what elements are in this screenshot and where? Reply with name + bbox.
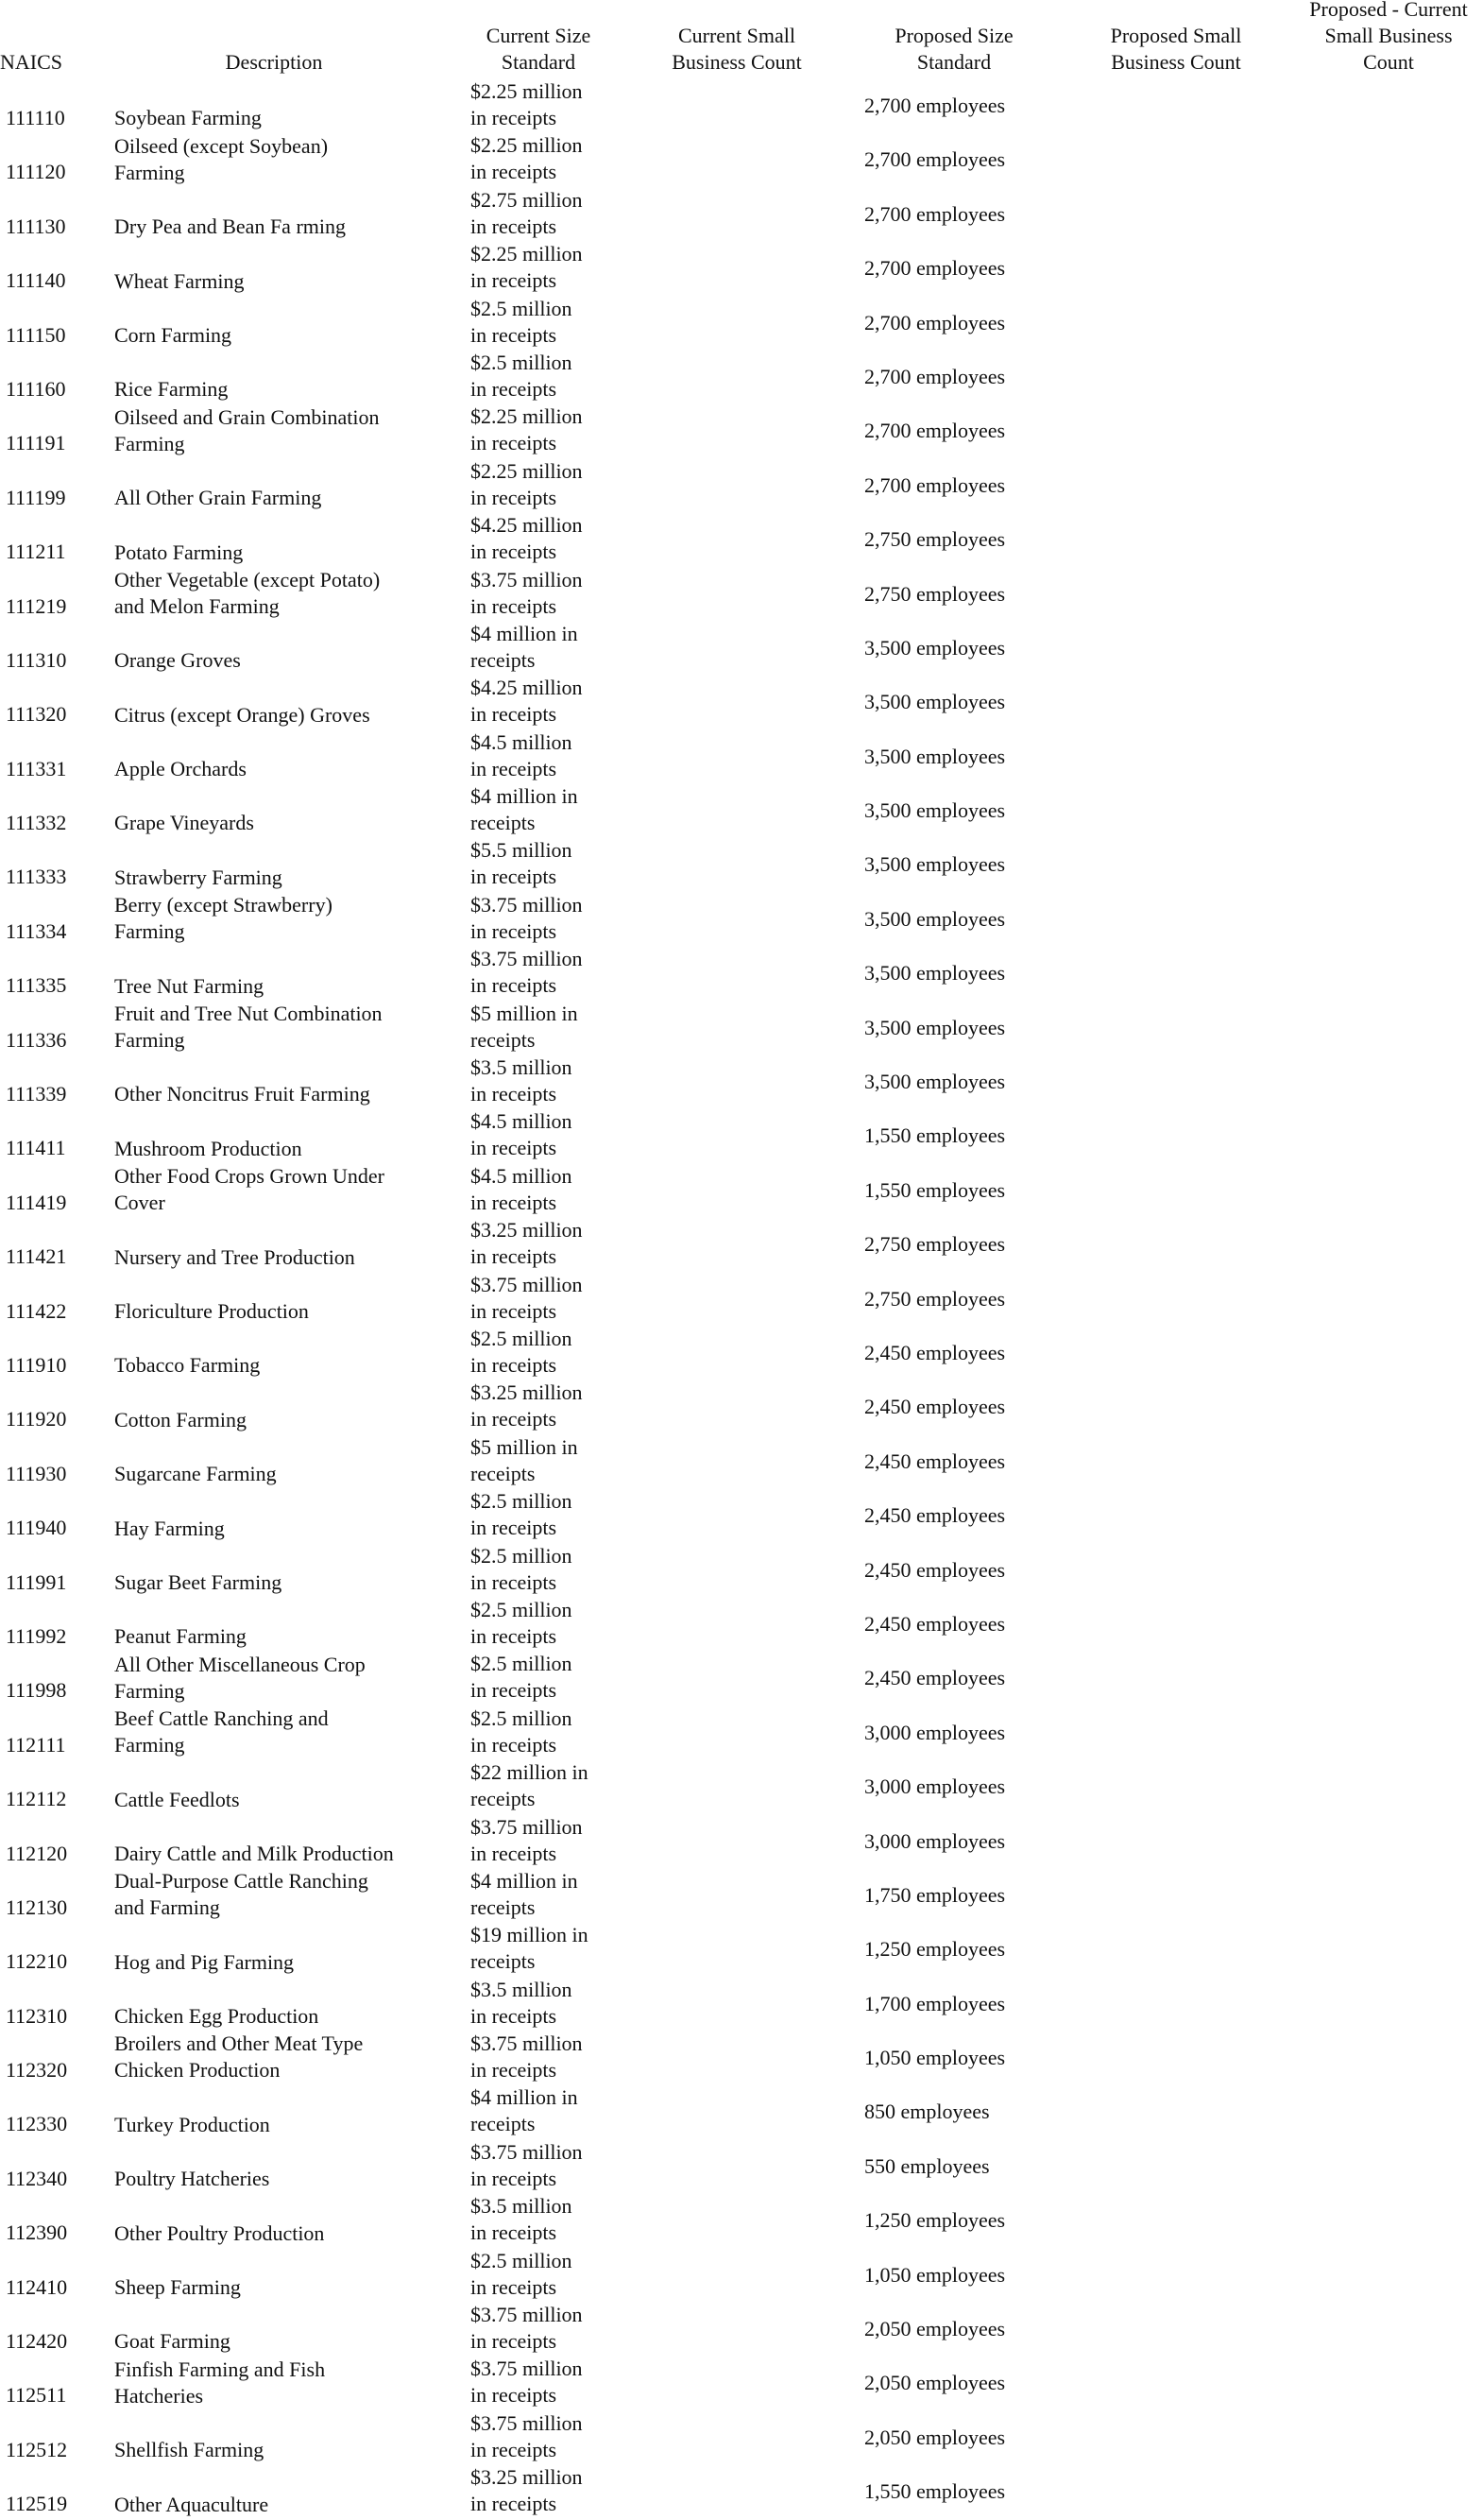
industry-description: Wheat Farming	[114, 268, 245, 293]
current-size-standard: $4.5 million in receipts	[470, 729, 572, 780]
naics-code: 111130	[6, 214, 66, 238]
proposed-size-standard: 2,700 employees	[864, 201, 1006, 226]
proposed-size-standard: 550 employees	[864, 2153, 990, 2178]
table-row	[0, 186, 1483, 240]
current-size-standard: $2.75 million in receipts	[470, 187, 583, 238]
table-row	[0, 511, 1483, 565]
naics-code: 111320	[6, 702, 67, 727]
proposed-size-standard: 2,700 employees	[864, 419, 1006, 443]
proposed-size-standard: 1,250 employees	[864, 1937, 1006, 1962]
industry-description: Beef Cattle Ranching and Farming	[114, 1706, 329, 1757]
proposed-size-standard: 2,050 employees	[864, 2425, 1006, 2449]
industry-description: All Other Miscellaneous Crop Farming	[114, 1652, 366, 1703]
table-row	[0, 729, 1483, 782]
industry-description: Tree Nut Farming	[114, 973, 264, 998]
industry-description: Other Poultry Production	[114, 2220, 325, 2245]
table-row	[0, 2247, 1483, 2301]
proposed-size-standard: 1,550 employees	[864, 2479, 1006, 2504]
header-naics: NAICS	[0, 50, 63, 74]
table-row	[0, 1379, 1483, 1432]
table-row	[0, 945, 1483, 999]
industry-description: Fruit and Tree Nut Combination Farming	[114, 1002, 383, 1053]
table-row	[0, 1758, 1483, 1812]
industry-description: Potato Farming	[114, 540, 244, 564]
naics-code: 112519	[6, 2492, 68, 2516]
industry-description: Other Aquaculture	[114, 2492, 269, 2516]
industry-description: Dry Pea and Bean Fa rming	[114, 214, 346, 239]
industry-description: Oilseed (except Soybean) Farming	[114, 133, 329, 184]
proposed-size-standard: 3,500 employees	[864, 1070, 1006, 1094]
proposed-size-standard: 2,700 employees	[864, 256, 1006, 281]
current-size-standard: $3.75 million in receipts	[470, 2410, 583, 2461]
naics-code: 111336	[6, 1027, 67, 1052]
table-row	[0, 2409, 1483, 2463]
proposed-size-standard: 1,700 employees	[864, 1991, 1006, 2015]
proposed-size-standard: 1,550 employees	[864, 1123, 1006, 1148]
naics-code: 111150	[6, 322, 66, 347]
current-size-standard: $19 million in receipts	[470, 1923, 588, 1974]
table-row	[0, 403, 1483, 456]
table-row	[0, 1325, 1483, 1379]
proposed-size-standard: 3,000 employees	[864, 1720, 1006, 1744]
table-row	[0, 674, 1483, 728]
naics-code: 112330	[6, 2112, 68, 2136]
proposed-size-standard: 3,500 employees	[864, 690, 1006, 714]
industry-description: Other Vegetable (except Potato) and Melon Farming	[114, 567, 381, 618]
current-size-standard: $4 million in receipts	[470, 784, 578, 835]
proposed-size-standard: 1,050 employees	[864, 2046, 1006, 2070]
naics-code: 111333	[6, 865, 67, 889]
industry-description: Finfish Farming and Fish Hatcheries	[114, 2357, 326, 2408]
table-row	[0, 77, 1483, 131]
current-size-standard: $2.5 million in receipts	[470, 296, 572, 347]
proposed-size-standard: 2,750 employees	[864, 1232, 1006, 1257]
naics-code: 111991	[6, 1569, 67, 1594]
proposed-size-standard: 2,750 employees	[864, 527, 1006, 552]
naics-code: 111940	[6, 1516, 67, 1540]
table-row	[0, 1487, 1483, 1541]
naics-code: 112111	[6, 1732, 66, 1757]
industry-description: Poultry Hatcheries	[114, 2167, 270, 2191]
current-size-standard: $2.25 million in receipts	[470, 242, 583, 293]
proposed-size-standard: 2,750 employees	[864, 1286, 1006, 1311]
current-size-standard: $3.25 million in receipts	[470, 2465, 583, 2516]
naics-code: 112120	[6, 1841, 68, 1865]
proposed-size-standard: 3,500 employees	[864, 798, 1006, 823]
table-row	[0, 1867, 1483, 1921]
naics-code: 111211	[6, 540, 66, 564]
current-size-standard: $5 million in receipts	[470, 1434, 578, 1485]
proposed-size-standard: 1,750 employees	[864, 1882, 1006, 1907]
industry-description: Cattle Feedlots	[114, 1787, 240, 1811]
naics-code: 112210	[6, 1949, 68, 1974]
industry-description: Hog and Pig Farming	[114, 1949, 295, 1974]
naics-code: 112512	[6, 2437, 68, 2461]
naics-code: 111334	[6, 918, 67, 943]
table-row	[0, 2083, 1483, 2137]
table-row	[0, 1976, 1483, 2030]
naics-code: 111160	[6, 376, 66, 401]
naics-code: 112390	[6, 2220, 68, 2245]
naics-code: 112511	[6, 2383, 67, 2408]
industry-description: Oilseed and Grain Combination Farming	[114, 404, 380, 455]
current-size-standard: $3.75 million in receipts	[470, 567, 583, 618]
current-size-standard: $5.5 million in receipts	[470, 838, 572, 889]
industry-description: Nursery and Tree Production	[114, 1244, 355, 1269]
current-size-standard: $2.5 million in receipts	[470, 1326, 572, 1377]
current-size-standard: $3.5 million in receipts	[470, 1977, 572, 2028]
table-row	[0, 620, 1483, 674]
table-row	[0, 1000, 1483, 1054]
current-size-standard: $3.75 million in receipts	[470, 2139, 583, 2190]
proposed-size-standard: 2,450 employees	[864, 1666, 1006, 1690]
proposed-size-standard: 3,500 employees	[864, 1015, 1006, 1039]
table-row	[0, 1107, 1483, 1161]
naics-code: 111411	[6, 1136, 66, 1160]
industry-description: Chicken Egg Production	[114, 2004, 319, 2029]
industry-description: All Other Grain Farming	[114, 486, 322, 510]
industry-description: Rice Farming	[114, 377, 229, 402]
proposed-size-standard: 1,050 employees	[864, 2262, 1006, 2287]
industry-description: Grape Vineyards	[114, 811, 254, 835]
current-size-standard: $5 million in receipts	[470, 1001, 578, 1052]
proposed-size-standard: 3,500 employees	[864, 852, 1006, 877]
industry-description: Sugar Beet Farming	[114, 1569, 282, 1594]
table-row	[0, 1054, 1483, 1107]
industry-description: Corn Farming	[114, 322, 232, 347]
industry-description: Shellfish Farming	[114, 2438, 264, 2462]
table-row	[0, 2138, 1483, 2192]
proposed-size-standard: 2,050 employees	[864, 2317, 1006, 2341]
table-row	[0, 2463, 1483, 2517]
current-size-standard: $2.25 million in receipts	[470, 404, 583, 455]
table-row	[0, 1433, 1483, 1487]
table-row	[0, 1216, 1483, 1270]
industry-description: Berry (except Strawberry) Farming	[114, 893, 332, 944]
header-current-size-standard: Current Size Standard	[486, 24, 591, 74]
industry-description: Other Food Crops Grown Under Cover	[114, 1164, 384, 1215]
industry-description: Mushroom Production	[114, 1136, 302, 1160]
current-size-standard: $2.5 million in receipts	[470, 2248, 572, 2299]
table-row	[0, 131, 1483, 185]
table-row	[0, 1921, 1483, 1975]
naics-code: 112410	[6, 2274, 68, 2299]
naics-code: 112112	[6, 1787, 67, 1811]
current-size-standard: $2.5 million in receipts	[470, 1597, 572, 1648]
proposed-size-standard: 1,550 employees	[864, 1177, 1006, 1202]
proposed-size-standard: 3,500 employees	[864, 906, 1006, 931]
proposed-size-standard: 2,700 employees	[864, 147, 1006, 172]
current-size-standard: $2.25 million in receipts	[470, 133, 583, 184]
industry-description: Tobacco Farming	[114, 1353, 261, 1378]
industry-description: Cotton Farming	[114, 1407, 247, 1431]
industry-description: Floriculture Production	[114, 1298, 309, 1323]
table-row	[0, 1813, 1483, 1867]
industry-description: Turkey Production	[114, 2112, 270, 2136]
naics-code: 111140	[6, 268, 66, 293]
naics-code: 111335	[6, 973, 67, 998]
proposed-size-standard: 2,450 employees	[864, 1503, 1006, 1528]
industry-description: Apple Orchards	[114, 757, 247, 781]
industry-description: Citrus (except Orange) Groves	[114, 702, 370, 727]
naics-code: 111930	[6, 1461, 67, 1485]
table-row	[0, 1162, 1483, 1216]
header-description: Description	[225, 50, 323, 74]
proposed-size-standard: 850 employees	[864, 2100, 990, 2124]
table-row	[0, 891, 1483, 945]
proposed-size-standard: 2,700 employees	[864, 364, 1006, 388]
current-size-standard: $3.75 million in receipts	[470, 892, 583, 943]
current-size-standard: $3.75 million in receipts	[470, 2303, 583, 2354]
header-proposed-size-standard: Proposed Size Standard	[895, 24, 1014, 74]
naics-code: 111332	[6, 811, 67, 835]
naics-code: 112320	[6, 2058, 68, 2083]
industry-description: Strawberry Farming	[114, 865, 282, 889]
current-size-standard: $3.75 million in receipts	[470, 947, 583, 998]
industry-description: Broilers and Other Meat Type Chicken Production	[114, 2031, 364, 2083]
current-size-standard: $2.25 million in receipts	[470, 79, 583, 129]
proposed-size-standard: 2,750 employees	[864, 581, 1006, 606]
current-size-standard: $2.5 million in receipts	[470, 1489, 572, 1540]
current-size-standard: $2.25 million in receipts	[470, 458, 583, 509]
proposed-size-standard: 2,700 employees	[864, 472, 1006, 497]
industry-description: Hay Farming	[114, 1516, 225, 1540]
header-proposed-minus-current: Proposed - Current Small Business Count	[1309, 0, 1468, 74]
proposed-size-standard: 2,450 employees	[864, 1395, 1006, 1419]
naics-code: 111998	[6, 1678, 67, 1703]
table-row	[0, 2192, 1483, 2246]
proposed-size-standard: 3,500 employees	[864, 635, 1006, 660]
current-size-standard: $4.5 million in receipts	[470, 1109, 572, 1160]
current-size-standard: $3.25 million in receipts	[470, 1380, 583, 1431]
industry-description: Other Noncitrus Fruit Farming	[114, 1082, 370, 1106]
table-row	[0, 1596, 1483, 1650]
table-row	[0, 1271, 1483, 1325]
proposed-size-standard: 2,450 employees	[864, 1611, 1006, 1636]
current-size-standard: $2.5 million in receipts	[470, 1706, 572, 1757]
proposed-size-standard: 2,450 employees	[864, 1557, 1006, 1582]
table-row	[0, 2355, 1483, 2409]
naics-code: 112420	[6, 2329, 68, 2354]
current-size-standard: $3.5 million in receipts	[470, 1055, 572, 1106]
proposed-size-standard: 2,450 employees	[864, 1449, 1006, 1473]
current-size-standard: $2.5 million in receipts	[470, 1652, 572, 1703]
header-proposed-small-business-count: Proposed Small Business Count	[1110, 24, 1242, 74]
naics-code: 111910	[6, 1352, 67, 1377]
naics-code: 111419	[6, 1190, 67, 1214]
industry-description: Dairy Cattle and Milk Production	[114, 1841, 394, 1865]
current-size-standard: $3.75 million in receipts	[470, 2031, 583, 2083]
table-row	[0, 349, 1483, 403]
current-size-standard: $4.25 million in receipts	[470, 676, 583, 727]
naics-code: 111199	[6, 485, 66, 509]
naics-code: 111992	[6, 1623, 67, 1648]
current-size-standard: $22 million in receipts	[470, 1760, 588, 1811]
current-size-standard: $3.5 million in receipts	[470, 2194, 572, 2245]
current-size-standard: $3.75 million in receipts	[470, 1814, 583, 1865]
header-current-small-business-count: Current Small Business Count	[672, 24, 802, 74]
naics-code: 112130	[6, 1894, 68, 1919]
table-row	[0, 2301, 1483, 2355]
current-size-standard: $4 million in receipts	[470, 621, 578, 672]
table-body	[0, 77, 1483, 2518]
table-row	[0, 836, 1483, 890]
naics-code: 111191	[6, 431, 66, 455]
current-size-standard: $3.25 million in receipts	[470, 1218, 583, 1269]
proposed-size-standard: 2,050 employees	[864, 2371, 1006, 2395]
industry-description: Sheep Farming	[114, 2275, 241, 2300]
proposed-size-standard: 2,700 employees	[864, 310, 1006, 334]
naics-code: 111310	[6, 647, 67, 672]
naics-code: 111120	[6, 160, 66, 184]
table-row	[0, 566, 1483, 620]
proposed-size-standard: 3,500 employees	[864, 961, 1006, 986]
naics-code: 112340	[6, 2166, 68, 2190]
industry-description: Sugarcane Farming	[114, 1462, 277, 1486]
industry-description: Soybean Farming	[114, 106, 262, 130]
current-size-standard: $4.25 million in receipts	[470, 513, 583, 564]
naics-code: 111339	[6, 1082, 67, 1106]
proposed-size-standard: 2,450 employees	[864, 1340, 1006, 1364]
current-size-standard: $4 million in receipts	[470, 2085, 578, 2136]
current-size-standard: $4 million in receipts	[470, 1868, 578, 1919]
proposed-size-standard: 3,000 employees	[864, 1774, 1006, 1799]
table-row	[0, 295, 1483, 349]
current-size-standard: $2.5 million in receipts	[470, 350, 572, 401]
current-size-standard: $3.75 million in receipts	[470, 2357, 583, 2408]
industry-description: Peanut Farming	[114, 1624, 247, 1649]
proposed-size-standard: 1,250 employees	[864, 2208, 1006, 2233]
industry-description: Orange Groves	[114, 648, 241, 673]
current-size-standard: $3.75 million in receipts	[470, 1272, 583, 1323]
table-header	[0, 0, 1483, 83]
table-row	[0, 782, 1483, 836]
table-row	[0, 2030, 1483, 2083]
naics-code: 111219	[6, 593, 67, 618]
table-row	[0, 1705, 1483, 1758]
current-size-standard: $2.5 million in receipts	[470, 1543, 572, 1594]
table-row	[0, 240, 1483, 294]
proposed-size-standard: 2,700 employees	[864, 94, 1006, 117]
industry-description: Goat Farming	[114, 2329, 230, 2354]
industry-description: Dual-Purpose Cattle Ranching and Farming	[114, 1869, 368, 1920]
table-row	[0, 1650, 1483, 1704]
naics-code: 111110	[6, 106, 65, 129]
naics-code: 112310	[6, 2003, 68, 2028]
table-row	[0, 457, 1483, 511]
proposed-size-standard: 3,000 employees	[864, 1828, 1006, 1853]
proposed-size-standard: 3,500 employees	[864, 744, 1006, 768]
current-size-standard: $4.5 million in receipts	[470, 1163, 572, 1214]
naics-code: 111331	[6, 756, 67, 780]
naics-code: 111421	[6, 1244, 67, 1269]
naics-code: 111920	[6, 1407, 67, 1431]
naics-code: 111422	[6, 1298, 67, 1323]
table-row	[0, 1542, 1483, 1596]
